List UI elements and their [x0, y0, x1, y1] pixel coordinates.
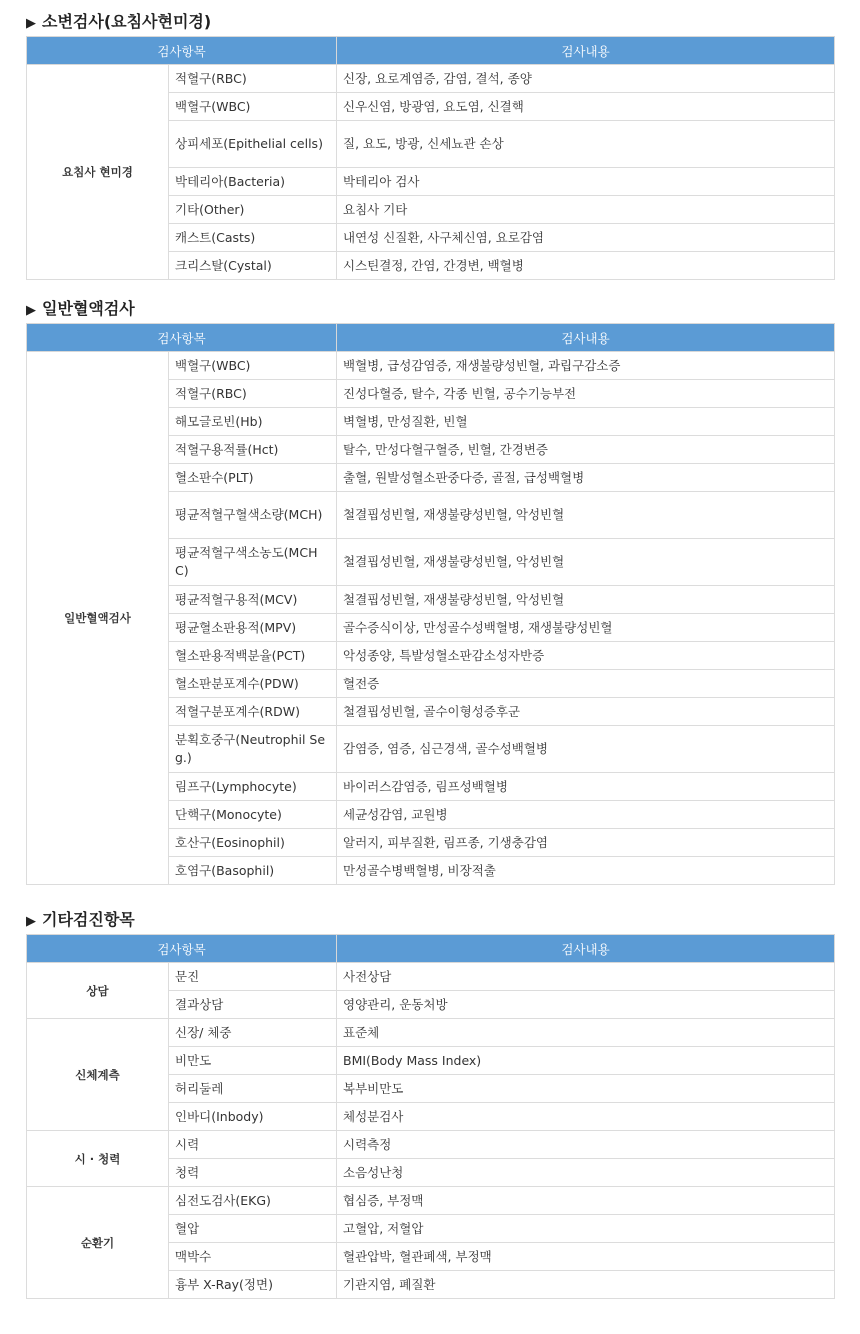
- desc-cell: 만성골수병백혈병, 비장적출: [337, 857, 835, 885]
- item-cell: 흉부 X-Ray(정면): [169, 1271, 337, 1299]
- desc-cell: 벽혈병, 만성질환, 빈혈: [337, 408, 835, 436]
- category-cell: 요침사 현미경: [27, 65, 169, 280]
- desc-cell: 표준체: [337, 1019, 835, 1047]
- item-cell: 호염구(Basophil): [169, 857, 337, 885]
- item-cell: 허리둘레: [169, 1075, 337, 1103]
- item-cell: 해모글로빈(Hb): [169, 408, 337, 436]
- header-exam-item: 검사항목: [27, 935, 337, 963]
- item-cell: 박테리아(Bacteria): [169, 168, 337, 196]
- triangle-right-icon: ▶: [26, 303, 36, 318]
- exam-table: [26, 323, 835, 885]
- desc-cell: 시력측정: [337, 1131, 835, 1159]
- desc-cell: BMI(Body Mass Index): [337, 1047, 835, 1075]
- item-cell: 호산구(Eosinophil): [169, 829, 337, 857]
- category-cell: 일반혈액검사: [27, 352, 169, 885]
- item-cell: 백혈구(WBC): [169, 93, 337, 121]
- item-cell: 적혈구분포계수(RDW): [169, 698, 337, 726]
- table-row: [27, 1131, 835, 1159]
- desc-cell: 세균성감염, 교원병: [337, 801, 835, 829]
- item-cell: 혈압: [169, 1215, 337, 1243]
- desc-cell: 철결핍성빈혈, 재생불량성빈혈, 악성빈혈: [337, 492, 835, 539]
- item-cell: 캐스트(Casts): [169, 224, 337, 252]
- table-row: [27, 65, 835, 93]
- category-cell: 순환기: [27, 1187, 169, 1299]
- item-cell: 단핵구(Monocyte): [169, 801, 337, 829]
- desc-cell: 철결핍성빈혈, 골수이형성증후군: [337, 698, 835, 726]
- table-row: [27, 1187, 835, 1215]
- desc-cell: 체성분검사: [337, 1103, 835, 1131]
- item-cell: 분획호중구(Neutrophil Seg.): [169, 726, 337, 773]
- section-title: ▶ 일반혈액검사: [26, 299, 135, 318]
- header-exam-item: 검사항목: [27, 324, 337, 352]
- header-exam-content: 검사내용: [337, 37, 835, 65]
- desc-cell: 고혈압, 저혈압: [337, 1215, 835, 1243]
- desc-cell: 요침사 기타: [337, 196, 835, 224]
- desc-cell: 질, 요도, 방광, 신세뇨관 손상: [337, 121, 835, 168]
- desc-cell: 출혈, 원발성혈소판중다증, 골절, 급성백혈병: [337, 464, 835, 492]
- item-cell: 청력: [169, 1159, 337, 1187]
- item-cell: 평균적혈구색소농도(MCHC): [169, 539, 337, 586]
- desc-cell: 혈관압박, 혈관폐색, 부정맥: [337, 1243, 835, 1271]
- desc-cell: 사전상담: [337, 963, 835, 991]
- header-exam-item: 검사항목: [27, 37, 337, 65]
- item-cell: 적혈구(RBC): [169, 380, 337, 408]
- section-title: ▶ 소변검사(요침사현미경): [26, 12, 212, 31]
- category-cell: 신체계측: [27, 1019, 169, 1131]
- item-cell: 백혈구(WBC): [169, 352, 337, 380]
- item-cell: 적혈구(RBC): [169, 65, 337, 93]
- item-cell: 맥박수: [169, 1243, 337, 1271]
- item-cell: 시력: [169, 1131, 337, 1159]
- desc-cell: 진성다혈증, 탈수, 각종 빈혈, 공수기능부전: [337, 380, 835, 408]
- desc-cell: 골수증식이상, 만성골수성백혈병, 재생불량성빈혈: [337, 614, 835, 642]
- desc-cell: 악성종양, 특발성혈소판감소성자반증: [337, 642, 835, 670]
- category-cell: 상담: [27, 963, 169, 1019]
- item-cell: 상피세포(Epithelial cells): [169, 121, 337, 168]
- desc-cell: 감염증, 염증, 심근경색, 골수성백혈병: [337, 726, 835, 773]
- desc-cell: 기관지염, 폐질환: [337, 1271, 835, 1299]
- desc-cell: 알러지, 피부질환, 림프종, 기생충감염: [337, 829, 835, 857]
- item-cell: 비만도: [169, 1047, 337, 1075]
- item-cell: 적혈구용적률(Hct): [169, 436, 337, 464]
- item-cell: 크리스탈(Cystal): [169, 252, 337, 280]
- category-cell: 시 · 청력: [27, 1131, 169, 1187]
- desc-cell: 소음성난청: [337, 1159, 835, 1187]
- item-cell: 문진: [169, 963, 337, 991]
- exam-table: [26, 934, 835, 1299]
- desc-cell: 내연성 신질환, 사구체신염, 요로감염: [337, 224, 835, 252]
- item-cell: 평균적혈구혈색소량(MCH): [169, 492, 337, 539]
- item-cell: 기타(Other): [169, 196, 337, 224]
- section-title: ▶ 기타검진항목: [26, 910, 135, 929]
- item-cell: 혈소판분포계수(PDW): [169, 670, 337, 698]
- item-cell: 림프구(Lymphocyte): [169, 773, 337, 801]
- table-row: [27, 352, 835, 380]
- desc-cell: 탈수, 만성다혈구혈증, 빈혈, 간경변증: [337, 436, 835, 464]
- desc-cell: 바이러스감염증, 림프성백혈병: [337, 773, 835, 801]
- desc-cell: 철결핍성빈혈, 재생불량성빈혈, 악성빈혈: [337, 539, 835, 586]
- section-other-checkups: [26, 906, 834, 1299]
- table-row: [27, 963, 835, 991]
- exam-table: [26, 36, 835, 280]
- desc-cell: 신우신염, 방광염, 요도염, 신결핵: [337, 93, 835, 121]
- desc-cell: 백혈병, 급성감염증, 재생불량성빈혈, 과립구감소증: [337, 352, 835, 380]
- section-blood-test: [26, 295, 834, 885]
- header-exam-content: 검사내용: [337, 324, 835, 352]
- item-cell: 평균적혈구용적(MCV): [169, 586, 337, 614]
- item-cell: 혈소판수(PLT): [169, 464, 337, 492]
- item-cell: 신장/ 체중: [169, 1019, 337, 1047]
- desc-cell: 복부비만도: [337, 1075, 835, 1103]
- item-cell: 인바디(Inbody): [169, 1103, 337, 1131]
- desc-cell: 혈전증: [337, 670, 835, 698]
- item-cell: 평균혈소판용적(MPV): [169, 614, 337, 642]
- section-urinalysis: [26, 8, 834, 280]
- desc-cell: 박테리아 검사: [337, 168, 835, 196]
- table-row: [27, 1019, 835, 1047]
- desc-cell: 신장, 요로계염증, 감염, 결석, 종양: [337, 65, 835, 93]
- item-cell: 혈소판용적백분율(PCT): [169, 642, 337, 670]
- header-exam-content: 검사내용: [337, 935, 835, 963]
- desc-cell: 시스틴결정, 간염, 간경변, 백혈병: [337, 252, 835, 280]
- triangle-right-icon: ▶: [26, 914, 36, 929]
- desc-cell: 영양관리, 운동처방: [337, 991, 835, 1019]
- triangle-right-icon: ▶: [26, 16, 36, 31]
- item-cell: 심전도검사(EKG): [169, 1187, 337, 1215]
- desc-cell: 협심증, 부정맥: [337, 1187, 835, 1215]
- desc-cell: 철결핍성빈혈, 재생불량성빈혈, 악성빈혈: [337, 586, 835, 614]
- item-cell: 결과상담: [169, 991, 337, 1019]
